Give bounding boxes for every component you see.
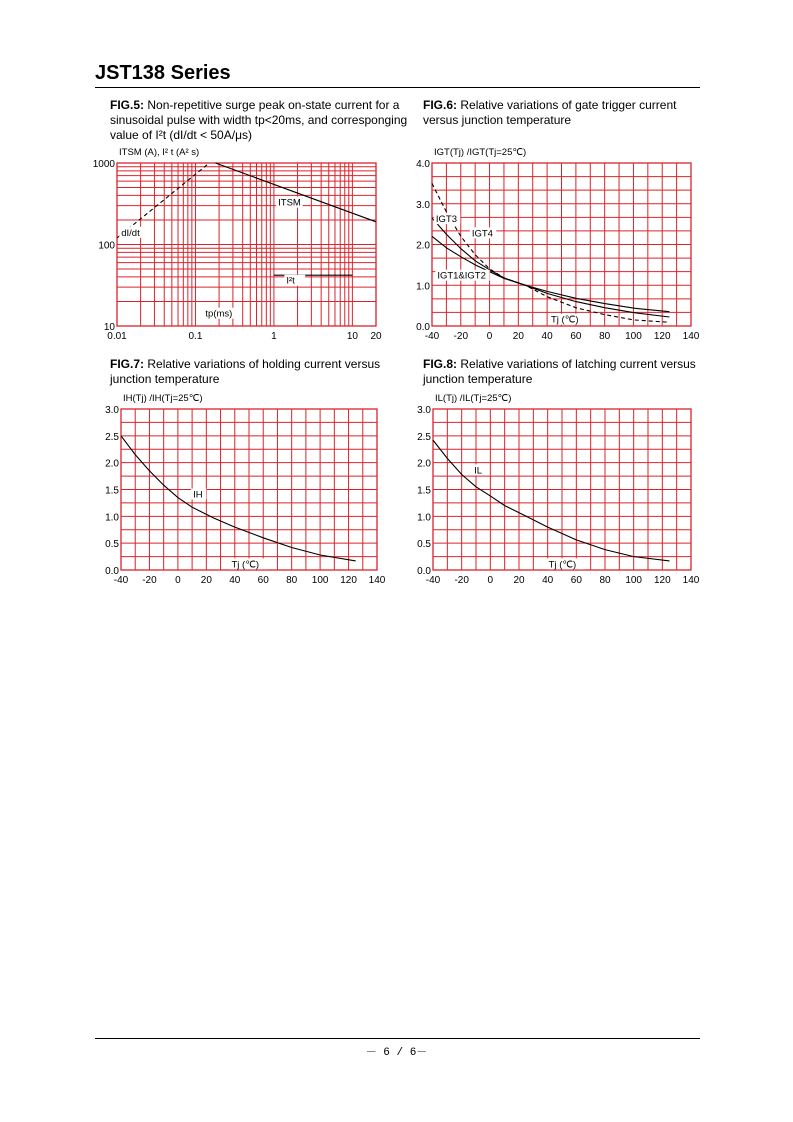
fig7-y-tick-label: 0.0 xyxy=(105,566,119,577)
fig8-annotation: IL xyxy=(474,465,483,477)
fig5-x-tick-label: 1 xyxy=(271,331,277,342)
fig8-y-tick-label: 2.0 xyxy=(417,458,431,470)
fig8-plot xyxy=(417,393,700,586)
fig7-annotation: IH xyxy=(193,489,203,501)
footer-rule xyxy=(95,1038,700,1039)
fig5-annotation: tp(ms) xyxy=(205,308,233,320)
fig6-x-tick-label: 120 xyxy=(653,331,671,342)
fig8-y-tick-label: 0.0 xyxy=(417,566,431,577)
fig5-caption-text: Non-repetitive surge peak on-state current for a sinusoidal pulse with width tp<20ms, and corresponging value of I²t (dI/dt < 50A/μs) xyxy=(110,98,408,142)
fig7-x-tick-label: 140 xyxy=(368,575,386,586)
fig6-x-tick-label: 140 xyxy=(682,331,700,342)
fig5-x-tick-label: 0.01 xyxy=(107,331,127,342)
fig7-x-tick-label: 40 xyxy=(229,575,241,586)
fig8-x-tick-label: 40 xyxy=(542,575,554,586)
fig7-y-tick-label: 0.5 xyxy=(105,539,119,551)
fig6-grid xyxy=(432,163,691,326)
fig8-x-tick-label: 120 xyxy=(653,575,671,586)
fig7-y-tick-label: 2.0 xyxy=(105,458,119,470)
fig7-y-tick-label: 1.0 xyxy=(105,512,119,524)
fig7-y-tick-label: 3.0 xyxy=(105,405,119,416)
fig7-x-tick-label: 60 xyxy=(257,575,269,586)
fig7-x-tick-label: 0 xyxy=(175,575,181,586)
page-number: － 6 / 6－ xyxy=(365,1047,428,1059)
fig8-y-tick-label: 2.5 xyxy=(417,431,431,443)
fig8-grid xyxy=(433,409,691,570)
fig7-y-axis-title: IH(Tj) /IH(Tj=25℃) xyxy=(123,393,203,404)
fig6-y-axis-title: IGT(Tj) /IGT(Tj=25℃) xyxy=(434,147,527,158)
fig6-x-tick-label: 80 xyxy=(599,331,611,342)
fig6-plot xyxy=(416,147,700,342)
fig6-x-tick-label: 100 xyxy=(625,331,642,342)
fig5-y-tick-label: 1000 xyxy=(92,159,115,170)
fig8-x-tick-label: 80 xyxy=(599,575,611,586)
fig7-y-tick-label: 2.5 xyxy=(105,431,119,443)
fig6-annotation: IGT3 xyxy=(435,214,458,226)
fig8-x-tick-label: 140 xyxy=(682,575,700,586)
fig6-x-tick-label: 40 xyxy=(541,331,553,342)
fig5-x-tick-label: 20 xyxy=(370,331,382,342)
fig8-y-axis-title: IL(Tj) /IL(Tj=25℃) xyxy=(435,393,512,404)
fig8-y-tick-label: 0.5 xyxy=(417,539,431,551)
fig5-plot xyxy=(93,147,382,342)
fig8-caption-text: Relative variations of latching current versus junction temperature xyxy=(423,357,696,386)
fig6-x-tick-label: 0 xyxy=(486,331,493,342)
fig5-y-axis-title: ITSM (A), I² t (A² s) xyxy=(119,147,200,158)
fig5-x-tick-label: 0.1 xyxy=(188,331,203,342)
fig6-x-tick-label: -20 xyxy=(453,331,469,342)
fig7-x-tick-label: 20 xyxy=(200,575,212,586)
fig8-x-tick-label: 0 xyxy=(487,575,494,586)
fig6-y-tick-label: 3.0 xyxy=(416,199,430,211)
fig6-annotation: Tj (℃) xyxy=(550,314,579,326)
fig5-caption-label: FIG.5: xyxy=(110,98,145,112)
fig5-annotation: dI/dt xyxy=(121,227,140,239)
fig5-annotation: I²t xyxy=(286,275,295,287)
fig6-y-tick-label: 2.0 xyxy=(416,240,430,252)
fig8-annotation: Tj (℃) xyxy=(548,559,577,571)
fig8-y-tick-label: 1.5 xyxy=(417,485,431,497)
fig5-annotation: ITSM xyxy=(278,197,301,209)
fig8-x-tick-label: -20 xyxy=(454,575,469,586)
fig8-y-tick-label: 3.0 xyxy=(417,405,431,416)
fig7-y-tick-label: 1.5 xyxy=(105,485,119,497)
fig8-x-tick-label: -40 xyxy=(425,575,441,586)
fig6-caption-text: Relative variations of gate trigger current versus junction temperature xyxy=(423,98,677,127)
fig7-grid xyxy=(121,409,377,570)
fig6-x-tick-label: -40 xyxy=(424,331,440,342)
fig6-y-tick-label: 0.0 xyxy=(416,322,430,333)
fig8-caption-label: FIG.8: xyxy=(423,357,458,371)
fig6-x-tick-label: 60 xyxy=(570,331,582,342)
fig6-annotation: IGT4 xyxy=(471,228,493,240)
fig7-caption-label: FIG.7: xyxy=(110,357,145,371)
fig7-x-tick-label: 80 xyxy=(286,575,298,586)
fig7-x-tick-label: 120 xyxy=(340,575,357,586)
fig7-caption-text: Relative variations of holding current versus junction temperature xyxy=(110,357,381,386)
fig6-x-tick-label: 20 xyxy=(512,331,524,342)
fig7-annotation: Tj (℃) xyxy=(231,559,260,571)
fig7-x-tick-label: 100 xyxy=(311,575,329,586)
fig8-x-tick-label: 100 xyxy=(625,575,643,586)
document-title: JST138 Series xyxy=(95,62,231,84)
fig8-x-tick-label: 60 xyxy=(570,575,582,586)
fig7-x-tick-label: -40 xyxy=(113,575,129,586)
fig8-y-tick-label: 1.0 xyxy=(417,512,431,524)
fig5-y-tick-label: 10 xyxy=(103,322,115,333)
fig6-annotation: IGT1&IGT2 xyxy=(437,270,486,282)
fig5-grid xyxy=(117,163,376,326)
fig5-x-tick-label: 10 xyxy=(346,331,358,342)
fig8-x-tick-label: 20 xyxy=(513,575,525,586)
fig6-y-tick-label: 4.0 xyxy=(416,159,430,170)
fig5-y-tick-label: 100 xyxy=(98,240,115,252)
fig6-y-tick-label: 1.0 xyxy=(416,281,430,293)
fig7-x-tick-label: -20 xyxy=(142,575,157,586)
fig7-plot xyxy=(105,393,386,586)
fig6-caption-label: FIG.6: xyxy=(423,98,458,112)
